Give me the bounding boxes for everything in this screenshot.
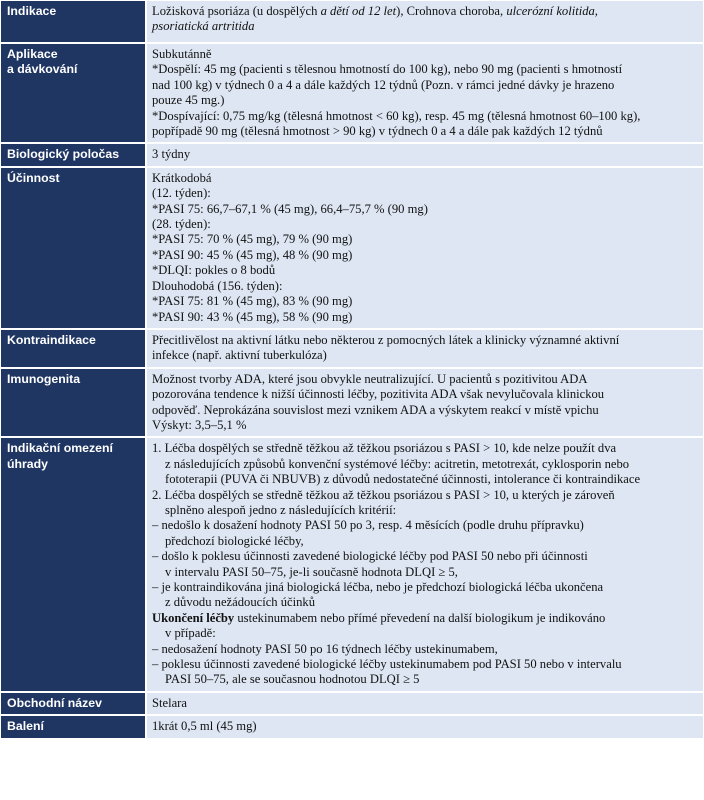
value-line: psoriatická artritida xyxy=(152,19,255,34)
text-part-italic: a dětí od 12 let xyxy=(320,4,397,18)
value-line: – nedošlo k dosažení hodnoty PASI 50 po 3, resp. 4 měsících (podle druhu přípravku) xyxy=(152,518,584,533)
row-value xyxy=(146,167,703,329)
value-line: – nedosažení hodnoty PASI 50 po 16 týdnech léčby ustekinumabem, xyxy=(152,641,498,656)
value-line: popřípadě 90 mg (tělesná hmotnost > 90 kg) v týdnech 0 a 4 a dále pak každých 12 týdnů xyxy=(152,124,603,139)
value-line: Krátkodobá xyxy=(152,170,212,185)
text-part-italic: ulcerózní kolitida, xyxy=(506,4,598,18)
value-line-indented: splněno alespoň jedno z následujících kritérií: xyxy=(165,502,397,517)
value-line: Přecitlivělost na aktivní látku nebo některou z pomocných látek a klinicky významné aktivní xyxy=(152,332,620,347)
value-line: (12. týden): xyxy=(152,186,211,201)
row-value: 3 týdny xyxy=(146,143,703,166)
value-line: Dlouhodobá (156. týden): xyxy=(152,278,283,293)
value-line: *PASI 75: 81 % (45 mg), 83 % (90 mg) xyxy=(152,294,353,309)
row-label: Biologický poločas xyxy=(1,143,146,166)
value-line-indented: z následujících způsobů konvenční systémové léčby: acitretin, metotrexát, cyklosporin nebo xyxy=(165,456,630,471)
text-part: ustekinumabem nebo přímé převedení na další biologikum je indikováno xyxy=(234,610,606,625)
row-value xyxy=(146,437,703,692)
value-line: *Dospívající: 0,75 mg/kg (tělesná hmotnost < 60 kg), resp. 45 mg (tělesná hmotnost 60–100 kg), xyxy=(152,108,641,123)
value-line-indented: z důvodu nežádoucích účinků xyxy=(165,595,316,610)
value-line-indented: v případě: xyxy=(165,626,216,641)
row-kontraindikace xyxy=(1,329,703,368)
drug-info-table xyxy=(1,1,703,738)
row-label: Balení xyxy=(1,715,146,737)
value-line: – je kontraindikována jiná biologická léčba, nebo je předchozí biologická léčba ukončena xyxy=(152,580,604,594)
row-label: Účinnost xyxy=(1,167,146,329)
row-value xyxy=(146,1,703,43)
row-value: Stelara xyxy=(146,692,703,715)
value-line: *PASI 90: 43 % (45 mg), 58 % (90 mg) xyxy=(152,309,353,324)
row-indikace xyxy=(1,1,703,43)
row-label xyxy=(1,43,146,143)
value-line-indented: fototerapii (PUVA či NBUVB) z důvodů nedostatečné účinnosti, intolerance či kontraindikace xyxy=(165,472,641,487)
row-label: Indikace xyxy=(1,1,146,43)
text-part-bold: Ukončení léčby xyxy=(152,610,235,625)
label-line: úhrady xyxy=(7,456,48,471)
row-ucinnost xyxy=(1,167,703,329)
value-line: – poklesu účinnosti zavedené biologické léčby ustekinumabem pod PASI 50 nebo v intervalu xyxy=(152,657,622,672)
row-label xyxy=(1,437,146,692)
value-line-indented: předchozí biologické léčby, xyxy=(165,533,304,548)
value-line: (28. týden): xyxy=(152,217,211,232)
label-line: Indikační omezení xyxy=(7,441,113,456)
row-label: Obchodní název xyxy=(1,692,146,715)
value-line: Výskyt: 3,5–5,1 % xyxy=(152,417,247,432)
value-line-indented: PASI 50–75, ale se současnou hodnotou DLQI ≥ 5 xyxy=(165,672,420,687)
row-omezeni xyxy=(1,437,703,692)
row-polocas xyxy=(1,143,703,166)
value-line: Možnost tvorby ADA, které jsou obvykle neutralizující. U pacientů s pozitivitou ADA xyxy=(152,371,588,386)
value-line: odpověď. Neprokázána souvislost mezi vznikem ADA a výskytem reakcí v místě vpichu xyxy=(152,402,599,417)
value-line: 1. Léčba dospělých se středně těžkou až těžkou psoriázou s PASI > 10, kde nelze použít dva xyxy=(152,441,617,456)
text-part: ), Crohnova choroba, xyxy=(396,4,507,18)
value-line: *Dospělí: 45 mg (pacienti s tělesnou hmotností do 100 kg), nebo 90 mg (pacienti s hmotností xyxy=(152,62,623,77)
value-line: infekce (např. aktivní tuberkulóza) xyxy=(152,348,327,363)
row-value: 1krát 0,5 ml (45 mg) xyxy=(146,715,703,737)
text-part: Ložisková psoriáza (u dospělých xyxy=(152,4,321,18)
value-line xyxy=(152,611,693,626)
value-line: 2. Léčba dospělých se středně těžkou až těžkou psoriázou s PASI > 10, u kterých je zároveň xyxy=(152,487,615,502)
value-line-indented: v intervalu PASI 50–75, je-li současně hodnota DLQI ≥ 5, xyxy=(165,564,458,579)
value-line: *PASI 90: 45 % (45 mg), 48 % (90 mg) xyxy=(152,247,353,262)
row-value xyxy=(146,329,703,368)
value-line: Subkutánně xyxy=(152,47,212,61)
row-label: Imunogenita xyxy=(1,368,146,438)
row-value xyxy=(146,368,703,438)
row-nazev xyxy=(1,692,703,715)
label-line: Aplikace xyxy=(7,47,58,61)
value-line: – došlo k poklesu účinnosti zavedené biologické léčby pod PASI 50 nebo při účinnosti xyxy=(152,549,588,564)
row-baleni xyxy=(1,715,703,737)
value-line: *PASI 75: 70 % (45 mg), 79 % (90 mg) xyxy=(152,232,353,247)
value-line: *PASI 75: 66,7–67,1 % (45 mg), 66,4–75,7 % (90 mg) xyxy=(152,201,428,216)
value-line xyxy=(152,4,693,19)
row-imunogenita xyxy=(1,368,703,438)
value-line: *DLQI: pokles o 8 bodů xyxy=(152,263,276,278)
row-aplikace xyxy=(1,43,703,143)
value-line: pozorována tendence k nižší účinnosti léčby, pozitivita ADA však nevylučovala klinickou xyxy=(152,387,605,402)
row-label: Kontraindikace xyxy=(1,329,146,368)
value-line: nad 100 kg) v týdnech 0 a 4 a dále každých 12 týdnů (Pozn. v rámci jedné dávky je hrazeno xyxy=(152,77,615,92)
value-line: pouze 45 mg.) xyxy=(152,93,225,108)
row-value xyxy=(146,43,703,143)
label-line: a dávkování xyxy=(7,62,78,77)
